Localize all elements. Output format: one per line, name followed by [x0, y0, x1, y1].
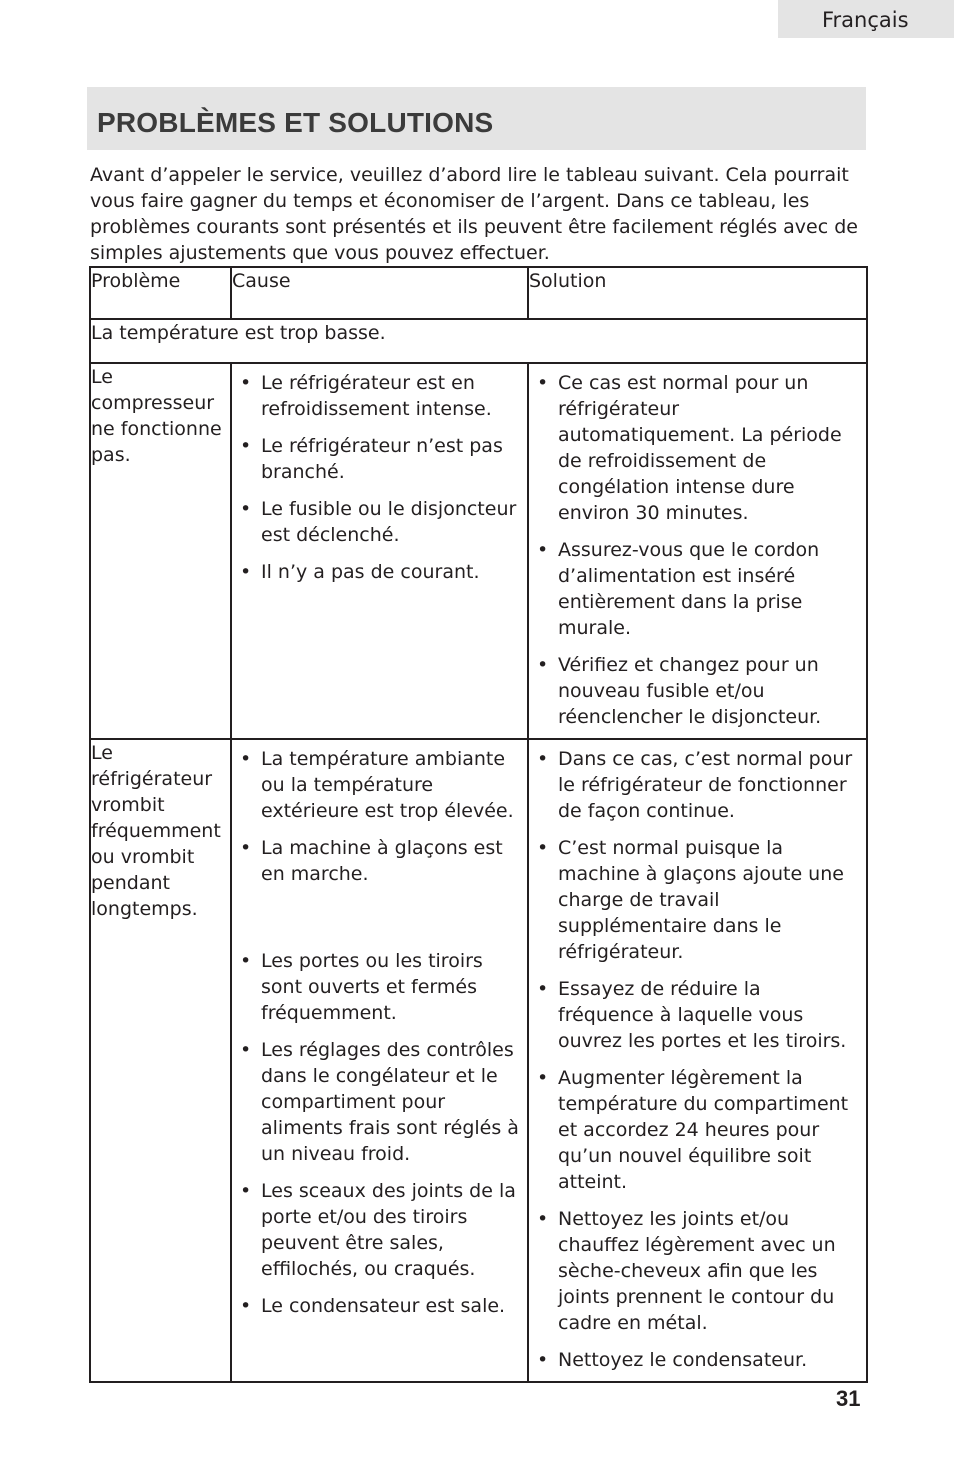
section-label: La température est trop basse.	[90, 319, 867, 363]
list-item: • Assurez-vous que le cordon d’alimentation est inséré entièrement dans la prise murale.	[537, 537, 860, 641]
solution-list	[529, 364, 866, 738]
problem-cell: Le réfrigérateur vrombit fréquemment ou vrombit pendant longtemps.	[90, 739, 231, 1382]
list-item: • Nettoyez le condensateur.	[537, 1347, 860, 1373]
list-item: • Le fusible ou le disjoncteur est déclenché.	[240, 496, 521, 548]
solution-cell	[528, 739, 867, 1382]
table-header-row	[90, 267, 867, 319]
list-item: • La température ambiante ou la température extérieure est trop élevée.	[240, 746, 521, 824]
list-item: • Il n’y a pas de courant.	[240, 559, 521, 585]
cause-list	[232, 364, 527, 593]
list-item: • Le condensateur est sale.	[240, 1293, 521, 1319]
page-title: PROBLÈMES ET SOLUTIONS	[97, 107, 494, 138]
table-row	[90, 363, 867, 739]
page-number: 31	[836, 1386, 861, 1411]
header-cause: Cause	[231, 267, 528, 319]
list-item: • Essayez de réduire la fréquence à laquelle vous ouvrez les portes et les tiroirs.	[537, 976, 860, 1054]
troubleshooting-table	[89, 266, 868, 1383]
cause-cell	[231, 739, 528, 1382]
list-item: • C’est normal puisque la machine à glaçons ajoute une charge de travail supplémentaire dans le réfrigérateur.	[537, 835, 860, 965]
list-item: • Nettoyez les joints et/ou chauffez légèrement avec un sèche-cheveux afin que les joints prennent le contour du cadre en métal.	[537, 1206, 860, 1336]
intro-paragraph: Avant d’appeler le service, veuillez d’abord lire le tableau suivant. Cela pourrait vous faire gagner du temps et économiser de l’argent. Dans ce tableau, les problèmes courants sont présentés et ils peuvent être facilement réglés avec de simples ajustements que vous pouvez effectuer.	[90, 164, 858, 264]
table-row	[90, 739, 867, 1382]
list-item: • Les sceaux des joints de la porte et/ou des tiroirs peuvent être sales, effilochés, ou craqués.	[240, 1178, 521, 1282]
section-row	[90, 319, 867, 363]
header-solution: Solution	[528, 267, 867, 319]
solution-list	[529, 740, 866, 1381]
problem-cell: Le compresseur ne fonctionne pas.	[90, 363, 231, 739]
list-item: • Vérifiez et changez pour un nouveau fusible et/ou réenclencher le disjoncteur.	[537, 652, 860, 730]
header-problem: Problème	[90, 267, 231, 319]
cause-cell	[231, 363, 528, 739]
list-item: • Le réfrigérateur est en refroidissement intense.	[240, 370, 521, 422]
list-item: • La machine à glaçons est en marche.	[240, 835, 521, 887]
list-item: • Le réfrigérateur n’est pas branché.	[240, 433, 521, 485]
list-item: • Dans ce cas, c’est normal pour le réfrigérateur de fonctionner de façon continue.	[537, 746, 860, 824]
list-item: • Les portes ou les tiroirs sont ouverts et fermés fréquemment.	[240, 948, 521, 1026]
cause-list	[232, 740, 527, 1327]
section-header	[87, 87, 866, 150]
list-item: • Ce cas est normal pour un réfrigérateur automatiquement. La période de refroidissement de congélation intense dure environ 30 minutes.	[537, 370, 860, 526]
list-item: • Les réglages des contrôles dans le congélateur et le compartiment pour aliments frais sont réglés à un niveau froid.	[240, 1037, 521, 1167]
list-item: • Augmenter légèrement la température du compartiment et accordez 24 heures pour qu’un nouvel équilibre soit atteint.	[537, 1065, 860, 1195]
solution-cell	[528, 363, 867, 739]
language-tab: Français	[778, 0, 954, 38]
